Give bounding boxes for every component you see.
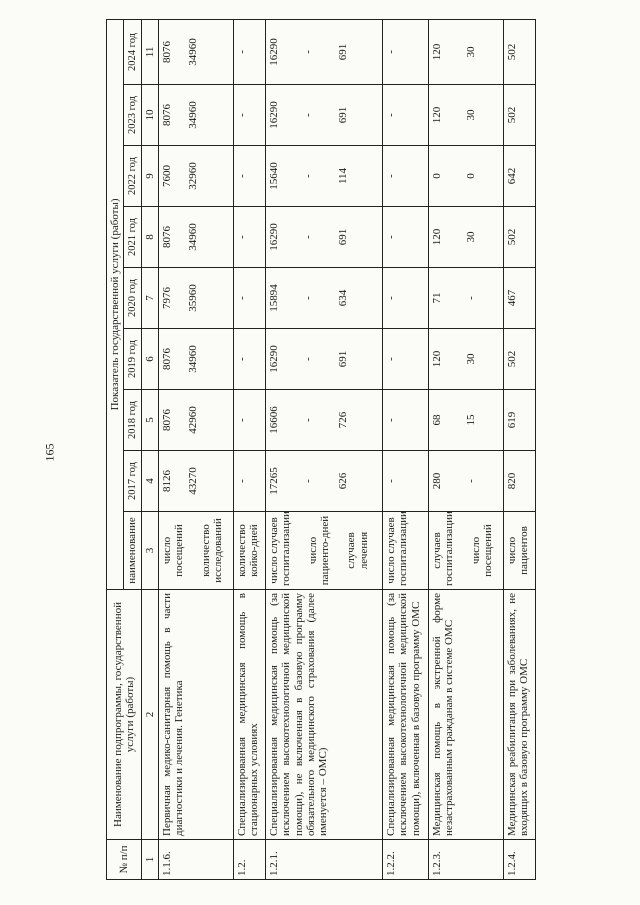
value-cell: 68 — [430, 414, 443, 426]
header-year: 2023 год — [124, 85, 141, 146]
value-cell: - — [233, 329, 265, 390]
value-cell: 691 — [336, 106, 349, 124]
value-cell: 691 — [336, 228, 349, 246]
value-cell: - — [233, 207, 265, 268]
value-cell: - — [302, 418, 315, 422]
value-cell: 8076 — [160, 226, 173, 248]
value-cell: - — [233, 390, 265, 451]
value-cell: 71 — [430, 292, 443, 304]
value-cell: - — [382, 146, 428, 207]
row-number: 1.2.4. — [503, 840, 535, 880]
table-row — [428, 19, 503, 879]
value-cell: 43270 — [187, 467, 200, 495]
col-num: 7 — [141, 268, 158, 329]
value-cell: 8076 — [160, 40, 173, 63]
value-cell: - — [302, 174, 315, 178]
value-cell: 34960 — [187, 38, 200, 66]
value-cell: 30 — [465, 46, 478, 58]
header-year: 2017 год — [124, 451, 141, 512]
value-cell: 16290 — [268, 345, 281, 373]
row-number: 1.2.2. — [382, 840, 428, 880]
header-year: 2024 год — [124, 19, 141, 84]
indicator-label: число случаев госпитализации — [382, 512, 428, 590]
rotated-table-container — [106, 20, 536, 880]
value-cell: 32960 — [187, 162, 200, 190]
col-num: 8 — [141, 207, 158, 268]
value-cell: - — [233, 451, 265, 512]
indicator-label: случаев госпитализации — [430, 511, 456, 586]
col-num: 1 — [141, 840, 158, 880]
value-cell: 42960 — [187, 406, 200, 434]
indicator-label: число случаев госпитализации — [268, 511, 293, 586]
value-cell: 34960 — [187, 223, 200, 251]
indicator-label: количество исследований — [199, 518, 224, 583]
value-cell: 634 — [336, 289, 349, 307]
indicator-label: число пациенто-дней — [306, 515, 331, 586]
value-cell: - — [382, 390, 428, 451]
table-row — [382, 19, 428, 879]
value-cell: - — [233, 85, 265, 146]
value-cell: 114 — [336, 167, 349, 185]
indicator-labels — [158, 512, 233, 590]
value-cell: 8126 — [160, 470, 173, 492]
value-cell: 8076 — [160, 409, 173, 431]
header-indicator-name: наименование — [124, 512, 141, 590]
col-num: 11 — [141, 19, 158, 84]
value-cell: 15 — [465, 414, 478, 426]
indicator-label: случаев лечения — [345, 531, 370, 570]
value-cell: - — [302, 113, 315, 117]
value-cell: - — [302, 235, 315, 239]
table-row — [233, 19, 265, 879]
col-num: 4 — [141, 451, 158, 512]
row-name: Специализированная медицинская помощь (за исключением высокотехнологичной медицинской помощи), включенная в базовую программу ОМС — [382, 590, 428, 840]
value-cell: 16606 — [268, 406, 281, 434]
value-cell: 820 — [503, 451, 535, 512]
value-cell: 120 — [430, 106, 443, 124]
header-year: 2018 год — [124, 390, 141, 451]
row-name: Специализированная медицинская помощь (за исключением высокотехнологичной медицинской помощи), не включенная в базовую программу обязательного медицинского страхования (далее именуется – ОМС) — [266, 590, 383, 840]
header-indicator-group: Показатель государственной услуги (работы) — [107, 19, 124, 589]
value-cell: - — [465, 296, 478, 300]
value-cell: 17265 — [268, 467, 281, 495]
value-cell: 502 — [503, 85, 535, 146]
indicator-labels — [428, 512, 503, 590]
value-cell: 0 — [430, 173, 443, 179]
row-name: Специализированная медицинская помощь в стационарных условиях — [233, 590, 265, 840]
value-cell: 34960 — [187, 101, 200, 129]
row-number: 1.2.1. — [266, 840, 383, 880]
value-cell: - — [302, 296, 315, 300]
value-cell: 30 — [465, 109, 478, 121]
header-year: 2021 год — [124, 207, 141, 268]
column-number-row — [141, 19, 158, 879]
value-cell: 502 — [503, 207, 535, 268]
page-number: 165 — [42, 443, 57, 462]
value-cell: 642 — [503, 146, 535, 207]
value-cell: 16290 — [268, 223, 281, 251]
value-cell: 691 — [336, 43, 349, 61]
value-cell: 120 — [430, 350, 443, 368]
value-cell: 502 — [503, 19, 535, 84]
value-cell: 30 — [465, 231, 478, 243]
value-cell: - — [382, 207, 428, 268]
col-num: 5 — [141, 390, 158, 451]
row-name: Медицинская реабилитация при заболеваниях, не входящих в базовую программу ОМС — [503, 590, 535, 840]
indicator-label: число пациентов — [503, 512, 535, 590]
services-table — [106, 19, 536, 880]
col-num: 3 — [141, 512, 158, 590]
row-name: Первичная медико-санитарная помощь в части диагностики и лечения. Генетика — [158, 590, 233, 840]
value-cell: - — [233, 146, 265, 207]
col-num: 10 — [141, 85, 158, 146]
value-cell: - — [382, 19, 428, 84]
value-cell: 15640 — [268, 162, 281, 190]
value-cell: 120 — [430, 43, 443, 61]
value-cell: - — [302, 479, 315, 483]
value-cell: 280 — [430, 472, 443, 490]
value-cell: 7600 — [160, 165, 173, 187]
value-cell: - — [233, 268, 265, 329]
header-name: Наименование подпрограммы, государственной услуги (работы) — [107, 590, 142, 840]
value-cell: 691 — [336, 350, 349, 368]
row-number: 1.1.6. — [158, 840, 233, 880]
row-name: Медицинская помощь в экстренной форме незастрахованным гражданам в системе ОМС — [428, 590, 503, 840]
value-cell: 7976 — [160, 287, 173, 309]
value-cell: 8076 — [160, 104, 173, 126]
row-number: 1.2. — [233, 840, 265, 880]
value-cell: - — [465, 479, 478, 483]
value-cell: 35960 — [187, 284, 200, 312]
value-cell: 16290 — [268, 101, 281, 129]
value-cell: 15894 — [268, 284, 281, 312]
indicator-labels — [266, 512, 383, 590]
value-cell: 0 — [465, 173, 478, 179]
indicator-label: число посещений — [469, 524, 494, 577]
value-cell: 8076 — [160, 348, 173, 370]
value-cell: - — [302, 357, 315, 361]
header-no: № п/п — [107, 840, 142, 880]
value-cell: - — [382, 451, 428, 512]
indicator-label: число посещений — [160, 524, 186, 577]
value-cell: 619 — [503, 390, 535, 451]
col-num: 9 — [141, 146, 158, 207]
value-cell: - — [302, 50, 315, 54]
value-cell: - — [233, 19, 265, 84]
table-row — [266, 19, 383, 879]
table-row — [503, 19, 535, 879]
value-cell: 726 — [336, 411, 349, 429]
value-cell: - — [382, 268, 428, 329]
value-cell: - — [382, 329, 428, 390]
row-number: 1.2.3. — [428, 840, 503, 880]
col-num: 6 — [141, 329, 158, 390]
value-cell: 34960 — [187, 345, 200, 373]
value-cell: 120 — [430, 228, 443, 246]
indicator-label: количество койко-дней — [233, 512, 265, 590]
col-num: 2 — [141, 590, 158, 840]
header-year: 2019 год — [124, 329, 141, 390]
header-year: 2020 год — [124, 268, 141, 329]
table-row — [158, 19, 233, 879]
value-cell: - — [382, 85, 428, 146]
value-cell: 467 — [503, 268, 535, 329]
value-cell: 502 — [503, 329, 535, 390]
header-year: 2022 год — [124, 146, 141, 207]
value-cell: 30 — [465, 353, 478, 365]
value-cell: 626 — [336, 472, 349, 490]
value-cell: 16290 — [268, 38, 281, 66]
